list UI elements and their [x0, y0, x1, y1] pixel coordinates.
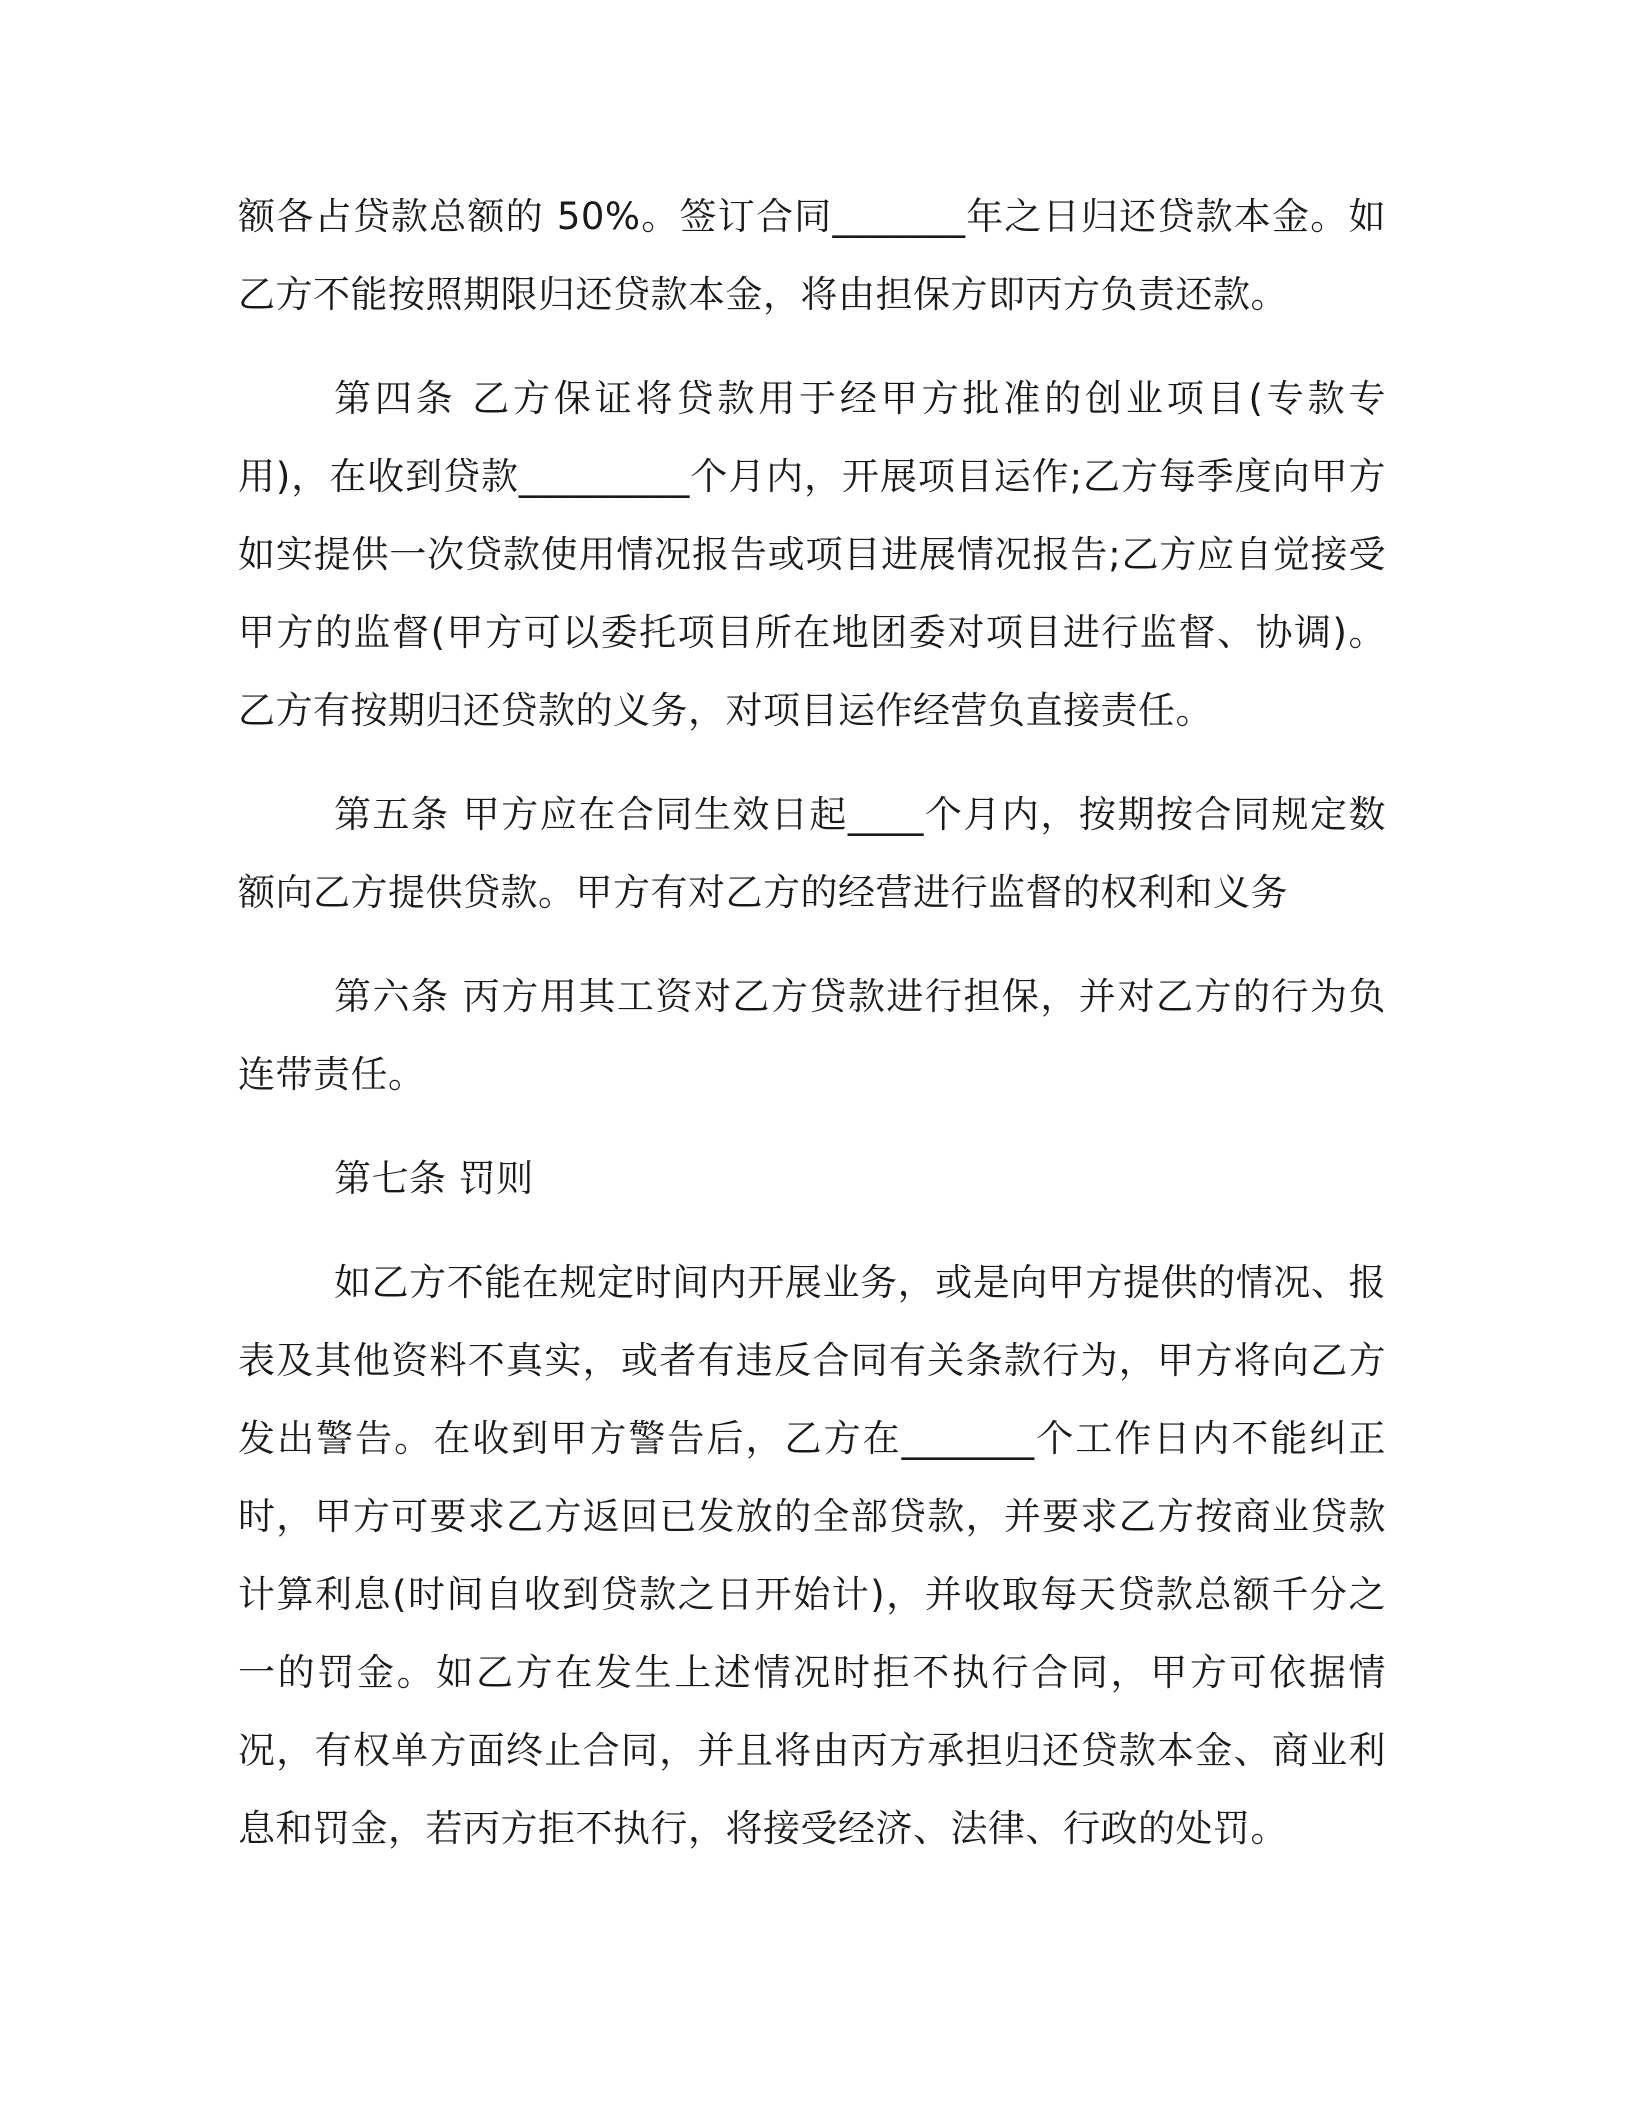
paragraph-article-5: 第五条 甲方应在合同生效日起____个月内，按期按合同规定数额向乙方提供贷款。甲方有对乙方的经营进行监督的权利和义务	[238, 793, 1386, 914]
paragraph-article-6: 第六条 丙方用其工资对乙方贷款进行担保，并对乙方的行为负连带责任。	[238, 975, 1386, 1096]
document-body	[238, 178, 1386, 1868]
paragraph-penalty-terms: 如乙方不能在规定时间内开展业务，或是向甲方提供的情况、报表及其他资料不真实，或者有违反合同有关条款行为，甲方将向乙方发出警告。在收到甲方警告后，乙方在_______个工作日内不能纠正时，甲方可要求乙方返回已发放的全部贷款，并要求乙方按商业贷款计算利息(时间自收到贷款之日开始计)，并收取每天贷款总额千分之一的罚金。如乙方在发生上述情况时拒不执行合同，甲方可依据情况，有权单方面终止合同，并且将由丙方承担归还贷款本金、商业利息和罚金，若丙方拒不执行，将接受经济、法律、行政的处罚。	[238, 1261, 1386, 1850]
heading-article-7-penalties: 第七条 罚则	[334, 1157, 534, 1200]
paragraph-article-4: 第四条 乙方保证将贷款用于经甲方批准的创业项目(专款专用)，在收到贷款_________个月内，开展项目运作;乙方每季度向甲方如实提供一次贷款使用情况报告或项目进展情况报告;乙方应自觉接受甲方的监督(甲方可以委托项目所在地团委对项目进行监督、协调)。乙方有按期归还贷款的义务，对项目运作经营负直接责任。	[238, 377, 1386, 732]
paragraph-loan-repayment: 额各占贷款总额的 50%。签订合同_______年之日归还贷款本金。如乙方不能按照期限归还贷款本金，将由担保方即丙方负责还款。	[238, 195, 1386, 316]
